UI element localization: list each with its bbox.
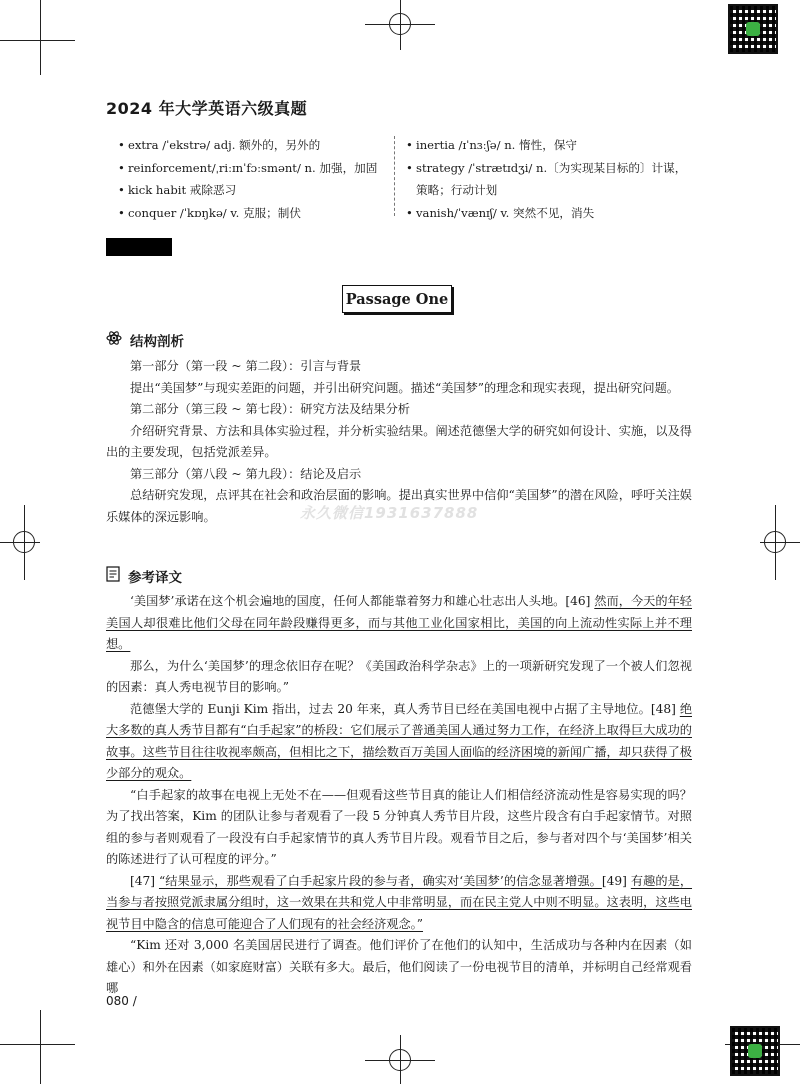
vocab-item: • reinforcement/ˌriːɪnˈfɔːsmənt/ n. 加强，加固 (118, 157, 388, 180)
vocab-item: • extra /ˈekstrə/ adj. 额外的，另外的 (118, 134, 388, 157)
crop-mark-top-left-v (40, 0, 41, 75)
vocab-list-left (118, 134, 388, 224)
text-span: 范德堡大学的 Eunji Kim 指出，过去 20 年来，真人秀节目已经在美国电视中占据了主导地位。[48] (130, 701, 680, 716)
translation-heading-text: 参考译文 (128, 570, 182, 586)
underlined-answer-48: 绝大多数的真人秀节目都有“白手起家”的桥段：它们展示了普通美国人通过努力工作，在经济上取得巨大成功的故事。这些节目往往收视率颇高，但相比之下，描绘数百万美国人面临的经济困境的新闻广播，却只获得了极少部分的观众。 (106, 701, 692, 780)
vocab-list-right (406, 134, 706, 224)
vocab-item: • vanish/ˈvænɪʃ/ v. 突然不见，消失 (406, 202, 706, 225)
page-title: 2024 年大学英语六级真题 (106, 99, 308, 118)
registration-mark-right (764, 531, 786, 553)
structure-paragraph: 第一部分（第一段 ~ 第二段）：引言与背景 (130, 359, 362, 373)
vocab-item: • strategy /ˈstrætɪdʒi/ n.〔为实现某目标的〕计谋， (406, 157, 706, 180)
crop-mark-top-left-h (0, 40, 75, 41)
atom-icon (106, 330, 122, 350)
structure-paragraph: 第二部分（第三段 ~ 第七段）：研究方法及结果分析 (130, 402, 410, 416)
translation-paragraph: 那么，为什么‘美国梦’的理念依旧存在呢？《美国政治科学杂志》上的一项新研究发现了一个被人们忽视的因素：真人秀电视节目的影响。” (106, 658, 692, 694)
translation-heading (106, 566, 182, 586)
translation-paragraph: “Kim 还对 3,000 名美国居民进行了调查。他们评价了在他们的认知中，生活成功与各种内在因素（如雄心）和外在因素（如家庭财富）关联有多大。最后，他们阅读了一份电视节目的清单，并标明自己经常观看哪 (106, 938, 692, 995)
crop-mark-bottom-left-h (0, 1044, 75, 1045)
underlined-answer-46: 然而，今天的年轻美国人却很难比他们父母在同年龄段赚得更多，而与其他工业化国家相比，美国的向上流动性实际上并不理想。 (106, 594, 692, 651)
vocab-item: • kick habit 戒除恶习 (118, 179, 388, 202)
qr-code-top-right (728, 4, 778, 54)
translation-paragraph (106, 591, 692, 656)
watermark: 永久微信1931637888 (300, 504, 479, 522)
translation-paragraph: “白手起家的故事在电视上无处不在——但观看这些节目真的能让人们相信经济流动性是容易实现的吗？为了找出答案，Kim 的团队让参与者观看了一段 5 分钟真人秀节目片段，这些片段含有白手起家情节。对照组的参与者则观看了一段没有白手起家情节的真人秀节目片段。观看节目之后，参与者对四个与‘美国梦’相关的陈述进行了认可程度的评分。” (106, 787, 692, 866)
registration-mark-left (13, 531, 35, 553)
vocab-item-continuation: 策略；行动计划 (416, 183, 498, 197)
vocab-item: • conquer /ˈkɒŋkə/ v. 克服；制伏 (118, 202, 388, 225)
section-label-bar (106, 238, 172, 256)
structure-paragraph: 提出“美国梦”与现实差距的问题，并引出研究问题。描述“美国梦”的理念和现实表现，提出研究问题。 (130, 380, 679, 395)
translation-paragraph (106, 699, 692, 785)
crop-mark-bottom-left-v (40, 1010, 41, 1084)
translation-paragraph (106, 871, 692, 936)
structure-paragraph: 介绍研究背景、方法和具体实验过程，并分析实验结果。阐述范德堡大学的研究如何设计、实施，以及得出的主要发现，包括党派差异。 (106, 423, 692, 459)
passage-label: Passage One (342, 285, 452, 313)
structure-heading (106, 330, 184, 350)
structure-heading-text: 结构剖析 (130, 334, 184, 350)
qr-code-bottom-right (730, 1026, 780, 1076)
translation-body (106, 591, 692, 1000)
underlined-answer-47: “结果显示，那些观看了白手起家片段的参与者，确实对‘美国梦’的信念显著增强。 (158, 873, 602, 888)
structure-paragraph: 总结研究发现，点评其在社会和政治层面的影响。提出真实世界中信仰“美国梦”的潜在风险，呼吁关注娱乐媒体的深远影响。 (106, 488, 692, 524)
page-number: 080 / (106, 994, 137, 1008)
document-icon (106, 566, 120, 586)
text-span: [47] (130, 873, 159, 888)
underlined-answer-49: 有趣的是，当参与者按照党派隶属分组时，这一效果在共和党人中非常明显，而在民主党人中则不明显。这表明，这些电视节目中隐含的信息可能迎合了人们现有的社会经济观念。” (106, 873, 693, 931)
vocab-item: • inertia /ɪˈnɜːʃə/ n. 惰性，保守 (406, 134, 706, 157)
text-span: ‘美国梦’承诺在这个机会遍地的国度，任何人都能靠着努力和雄心壮志出人头地。[46] (130, 594, 595, 608)
vocab-divider (394, 136, 395, 216)
structure-paragraph: 第三部分（第八段 ~ 第九段）：结论及启示 (130, 466, 362, 481)
registration-mark-top (389, 13, 411, 35)
registration-mark-bottom (389, 1049, 411, 1071)
text-span: [49] (601, 873, 631, 888)
